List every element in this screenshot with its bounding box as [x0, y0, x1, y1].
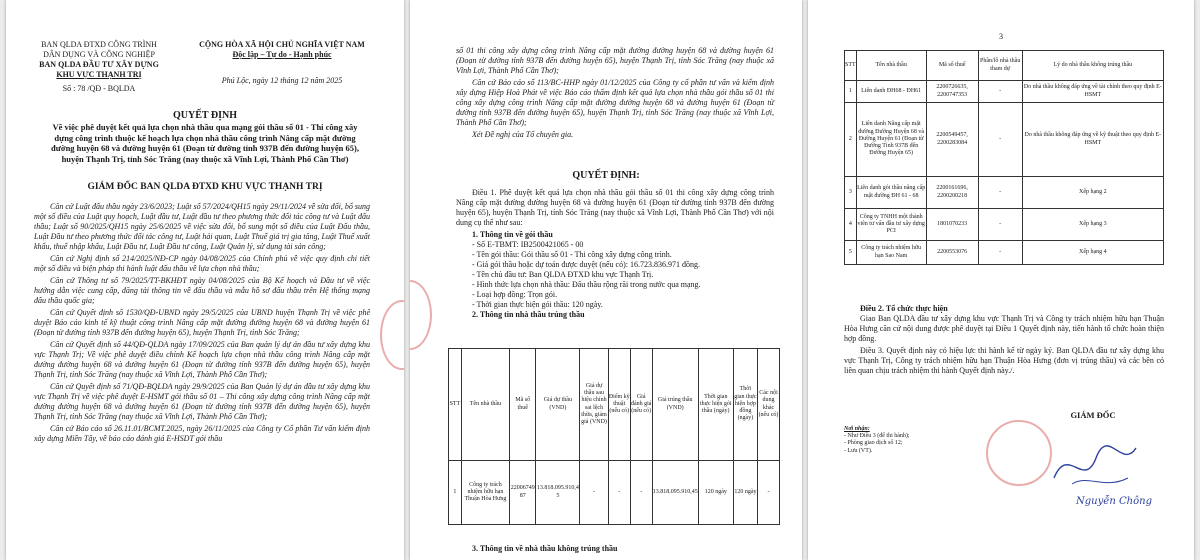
cell: - — [978, 177, 1022, 209]
signature-icon — [1044, 430, 1144, 500]
official-seal-icon — [986, 420, 1052, 486]
page2-basis — [456, 46, 774, 142]
document-page-3 — [808, 0, 1194, 560]
director-heading: GIÁM ĐỐC BAN QLDA ĐTXD KHU VỰC THẠNH TRỊ — [87, 182, 323, 192]
info-line: - Tên chủ đầu tư: Ban QLDA ĐTXD khu vực Thạnh Trị. — [472, 270, 654, 279]
th-contract-time: Thời gian thực hiện hợp đồng (ngày) — [733, 349, 757, 461]
table-row — [845, 177, 1164, 209]
th-stt: STT — [845, 51, 857, 81]
cell: Công ty trách nhiệm hữu hạn Sao Nam — [856, 241, 926, 265]
cell: - — [580, 461, 609, 525]
winner-table — [448, 348, 780, 525]
cell: - — [630, 461, 652, 525]
info-line: - Số E-TBMT: IB2500421065 - 00 — [472, 240, 584, 249]
loser-table — [844, 50, 1164, 265]
articles-2-3 — [844, 304, 1164, 378]
cell: 13.818.095.910,45 — [536, 461, 580, 525]
cell: Liên danh ĐH68 - ĐH61 — [856, 81, 926, 103]
th-stt: STT — [449, 349, 462, 461]
article2-title: Điều 2. Tổ chức thực hiện — [860, 304, 948, 313]
cell: Xếp hạng 4 — [1022, 241, 1163, 265]
sub-org-line: KHU VỰC THẠNH TRỊ — [56, 70, 142, 79]
table-header-row — [449, 349, 780, 461]
article3-text: Điều 3. Quyết định này có hiệu lực thi hành kể từ ngày ký. Ban QLDA đầu tư xây dựng khu vực Thạnh Trị, Công ty trách nhiệm hữu hạn Thuận Hòa Hưng (đơn vị trúng thầu) và các bên có liên quan chịu trách nhiệm thi hành Quyết định này./. — [844, 346, 1164, 375]
cell: 3 — [845, 177, 857, 209]
th-reason: Lý do nhà thầu không trúng thầu — [1022, 51, 1163, 81]
th-bid: Giá dự thầu (VND) — [536, 349, 580, 461]
cell: 1 — [845, 81, 857, 103]
th-tech: Điểm kỹ thuật (nếu có) — [608, 349, 630, 461]
continuation-paragraph: số 01 thi công xây dựng công trình Nâng cấp mặt đường đường huyện 68 và đường huyện 61 (Đoạn từ đường tỉnh 937B đến đường huyện 65), huyện Thạnh Trị, tỉnh Sóc Trăng (nay thuộc xã Vĩnh Lợi, Thành Phố Cần Thơ); — [456, 46, 774, 75]
basis-paragraph: Căn cứ Luật đấu thầu ngày 23/6/2023; Luật số 57/2024/QH15 ngày 29/11/2024 về sửa đổi, bổ sung một số điều của Luật quy hoạch, Luật đầu tư, Luật đầu tư theo phương thức đối tác công tư và Luật đấu thầu; Luật số 90/2025/QH15 ngày 25/6/2025 về việc sửa đổi, bổ sung một số điều của Luật Đấu thầu, Luật Đầu tư theo phương thức đối tác công tư, Luật hải quan, Luật Thuế giá trị gia tăng, Luật Thuế xuất khẩu, thuế nhập khẩu, Luật Đầu tư, Luật Đầu tư công, Luật Quản lý, sử dụng tài sản công; — [34, 202, 370, 251]
cell: 2200549457, 2200283084 — [926, 103, 978, 177]
signer-title: GIÁM ĐỐC — [1070, 410, 1116, 420]
cell: 1801070233 — [926, 209, 978, 241]
cell: Liên danh Nâng cấp mặt đường Đường Huyện 68 và Đường Huyện 61 (Đoạn từ Đường Tỉnh 937B đến Đường Huyện 65) — [856, 103, 926, 177]
recipient-line: - Lưu (VT). — [844, 447, 873, 454]
th-adjusted: Giá dự thầu sau hiệu chỉnh sai lệch thừa, giảm giá (VND) — [580, 349, 609, 461]
cell: Công ty trách nhiệm hữu hạn Thuận Hòa Hưng — [461, 461, 509, 525]
document-page-2 — [410, 0, 802, 560]
cell: 2200553076 — [926, 241, 978, 265]
section-heading: 3. Thông tin về nhà thầu không trúng thầu — [472, 544, 618, 553]
decision-heading: QUYẾT ĐỊNH: — [572, 170, 640, 181]
cell: Xếp hạng 2 — [1022, 177, 1163, 209]
table-row — [845, 209, 1164, 241]
cell: - — [978, 209, 1022, 241]
report-paragraph: Căn cứ Báo cáo số 113/BC-HHP ngày 01/12/2025 của Công ty cổ phần tư vấn và kiểm định xây dựng Hiệp Hoà Phát về việc Báo cáo thẩm định kết quả lựa chọn nhà thầu gói thầu số 01 thi công xây dựng công trình Nâng cấp mặt đường đường huyện 68 và đường huyện 61 (Đoạn từ đường tỉnh 937B đến đường huyện 65), huyện Thạnh Trị, tỉnh Sóc Trăng (nay thuộc xã Vĩnh Lợi, Thành Phố Cần Thơ); — [456, 78, 774, 127]
proposal-paragraph: Xét Đề nghị của Tổ chuyên gia. — [472, 130, 574, 139]
doc-subtitle: Về việc phê duyệt kết quả lựa chọn nhà thầu qua mạng gói thầu số 01 - Thi công xây dựng công trình thuộc kế hoạch lựa chọn nhà thầu công trình Nâng cấp mặt đường đường huyện 68 và đường huyện 61 (Đoạn từ đường tỉnh 937B đến đường huyện 65), huyện Thạnh Trị, tỉnh Sóc Trăng (nay thuộc xã Vĩnh Lợi, Thành Phố Cần Thơ) — [51, 122, 359, 164]
cell: Công ty TNHH một thành viên tư vấn đầu tư xây dựng PCI — [856, 209, 926, 241]
cell: Do nhà thầu không đáp ứng về kỹ thuật theo quy định E-HSMT — [1022, 103, 1163, 177]
th-name: Tên nhà thầu — [856, 51, 926, 81]
basis-paragraph: Căn cứ Nghị định số 214/2025/NĐ-CP ngày 04/08/2025 của Chính phủ về việc quy định chi tiết một số điều và biện pháp thi hành luật đấu thầu về lựa chọn nhà thầu; — [34, 254, 370, 273]
doc-number: Số : 78 /QĐ - BQLDA — [62, 84, 136, 93]
cell: 1 — [449, 461, 462, 525]
cell: 2200726635, 2200747353 — [926, 81, 978, 103]
cell: - — [608, 461, 630, 525]
cell: 13.818.095.910,45 — [652, 461, 698, 525]
cell: 2 — [845, 103, 857, 177]
info-line: - Giá gói thầu hoặc dự toán được duyệt (nếu có): 16.723.836.971 đồng. — [472, 260, 700, 269]
sub-org-line: BAN QLDA ĐẦU TƯ XÂY DỰNG — [39, 60, 159, 69]
basis-paragraph: Căn cứ Quyết định số 71/QĐ-BQLDA ngày 29/9/2025 của Ban Quản lý dự án đầu tư xây dựng khu vực Thạnh Trị về việc phê duyệt E-HSMT gói thầu số 01 – Thi công xây dựng công trình Nâng cấp mặt đường đường huyện 68 và đường huyện 61 (Đoạn từ đường tỉnh 937B đến đường huyện 65), huyện Thạnh Trị, tỉnh Sóc Trăng (nay thuộc xã Vĩnh Lợi, Thành Phố Cần Thơ); — [34, 382, 370, 421]
info-line: - Tên gói thầu: Gói thầu số 01 - Thi công xây dựng công trình. — [472, 250, 672, 259]
cell: Do nhà thầu không đáp ứng về tài chính theo quy định E-HSMT — [1022, 81, 1163, 103]
table-row — [845, 103, 1164, 177]
motto-line: Độc lập – Tự do - Hạnh phúc — [232, 50, 332, 59]
info-line: - Loại hợp đồng: Trọn gói. — [472, 290, 558, 299]
signer-name: Nguyễn Chông — [1076, 496, 1152, 507]
th-other: Các nội dung khác (nếu có) — [757, 349, 779, 461]
cell: 120 ngày — [733, 461, 757, 525]
th-tax: Mã số thuế — [510, 349, 536, 461]
section-heading: 1. Thông tin về gói thầu — [472, 230, 553, 239]
org-line: DÂN DỤNG VÀ CÔNG NGHIỆP — [43, 50, 155, 59]
stamp-fragment-icon — [380, 300, 404, 370]
recipients — [844, 426, 1004, 455]
section-heading: 2. Thông tin nhà thầu trúng thầu — [472, 310, 585, 319]
cell: Liên danh gói thầu nâng cấp mặt đường ĐH 61 - 68 — [856, 177, 926, 209]
stamp-fragment-icon — [410, 280, 432, 350]
left-header — [24, 40, 174, 94]
cell: - — [978, 81, 1022, 103]
cell: Xếp hạng 3 — [1022, 209, 1163, 241]
recipients-title: Nơi nhận: — [844, 426, 870, 432]
legal-basis — [34, 202, 370, 446]
th-package-time: Thời gian thực hiện gói thầu (ngày) — [698, 349, 733, 461]
loser-table-wrap — [844, 50, 1164, 265]
cell: 2200674987 — [510, 461, 536, 525]
table-row — [845, 241, 1164, 265]
basis-paragraph: Căn cứ Quyết định số 1530/QĐ-UBND ngày 29/5/2025 của UBND huyện Thạnh Trị về việc phê duyệt Báo cáo kinh tế kỹ thuật công trình Nâng cấp mặt đường đường huyện 68 và đường huyện 61 (Đoạn từ đường tỉnh 937B đến đường huyện 65), huyện Thạnh Trị, tỉnh Sóc Trăng; — [34, 308, 370, 337]
th-name: Tên nhà thầu — [461, 349, 509, 461]
th-lot: Phần/lô nhà thầu tham dự — [978, 51, 1022, 81]
cell: 2200161696, 2200200218 — [926, 177, 978, 209]
cell: - — [978, 241, 1022, 265]
th-win: Giá trúng thầu (VND) — [652, 349, 698, 461]
table-row — [449, 461, 780, 525]
article2-body: Giao Ban QLDA đầu tư xây dựng khu vực Thạnh Trị và Công ty trách nhiệm hữu hạn Thuận Hòa Hưng căn cứ nội dung được phê duyệt tại Điều 1 Quyết định này, tiến hành tổ chức hoàn thiện hợp đồng. — [844, 314, 1164, 343]
cell: 120 ngày — [698, 461, 733, 525]
basis-paragraph: Căn cứ Quyết định số 44/QĐ-QLDA ngày 17/09/2025 của Ban quản lý dự án đầu tư xây dựng khu vực Thạnh Trị; Về việc phê duyệt điều chỉnh Kế hoạch lựa chọn nhà thầu công trình Nâng cấp mặt đường đường huyện 68 và đường huyện 61 (Đoạn từ đường tỉnh 937B đến đường huyện 65), huyện Thạnh Trị, tỉnh Sóc Trăng (nay thuộc xã Vĩnh Lợi, Thành Phố Cần Thơ); — [34, 340, 370, 379]
th-tax: Mã số thuế — [926, 51, 978, 81]
place-date: Phú Lộc, ngày 12 tháng 12 năm 2025 — [221, 76, 343, 85]
cell: 4 — [845, 209, 857, 241]
article-1 — [456, 188, 774, 320]
page-number: 3 — [999, 32, 1003, 41]
recipient-line: - Như Điều 3 (để thi hành); — [844, 433, 910, 440]
basis-paragraph: Căn cứ Báo cáo số 26.11.01/BCMT.2025, ngày 26/11/2025 của Công ty Cổ phần Tư vấn kiểm định xây dựng Miền Tây, về báo cáo đánh giá E-HSDT gói thầu — [34, 424, 370, 443]
recipient-line: - Phòng giao dịch số 12; — [844, 440, 903, 447]
basis-paragraph: Căn cứ Thông tư số 79/2025/TT-BKHĐT ngày 04/08/2025 của Bộ Kế hoạch và Đầu tư về việc hướng dẫn việc cung cấp, đăng tải thông tin về đấu thầu và mẫu hồ sơ đấu thầu trên Hệ thống mạng đấu thầu quốc gia; — [34, 276, 370, 305]
table-row — [845, 81, 1164, 103]
article1-text: Điều 1. Phê duyệt kết quả lựa chọn nhà thầu gói thầu số 01 thi công xây dựng công trình Nâng cấp mặt đường đường huyện 68 và đường huyện 61 (Đoạn từ đường tỉnh 937B đến đường huyện 65), huyện Thạnh Trị, tỉnh Sóc Trăng (nay thuộc xã Vĩnh Lợi, Thành Phố Cần Thơ) với nội dung cụ thể như sau: — [456, 188, 774, 227]
table-header-row — [845, 51, 1164, 81]
info-line: - Hình thức lựa chọn nhà thầu: Đấu thầu rộng rãi trong nước qua mạng. — [472, 280, 701, 289]
th-eval: Giá đánh giá (nếu có) — [630, 349, 652, 461]
nation-line: CỘNG HÒA XÃ HỘI CHỦ NGHĨA VIỆT NAM — [199, 40, 365, 49]
cell: - — [978, 103, 1022, 177]
info-line: - Thời gian thực hiện gói thầu: 120 ngày. — [472, 300, 603, 309]
doc-title: QUYẾT ĐỊNH — [173, 110, 237, 121]
document-page-1 — [6, 0, 404, 560]
cell: - — [757, 461, 779, 525]
org-line: BAN QLDA ĐTXD CÔNG TRÌNH — [41, 40, 157, 49]
right-header — [182, 40, 382, 86]
winner-table-wrap — [448, 348, 780, 525]
cell: 5 — [845, 241, 857, 265]
